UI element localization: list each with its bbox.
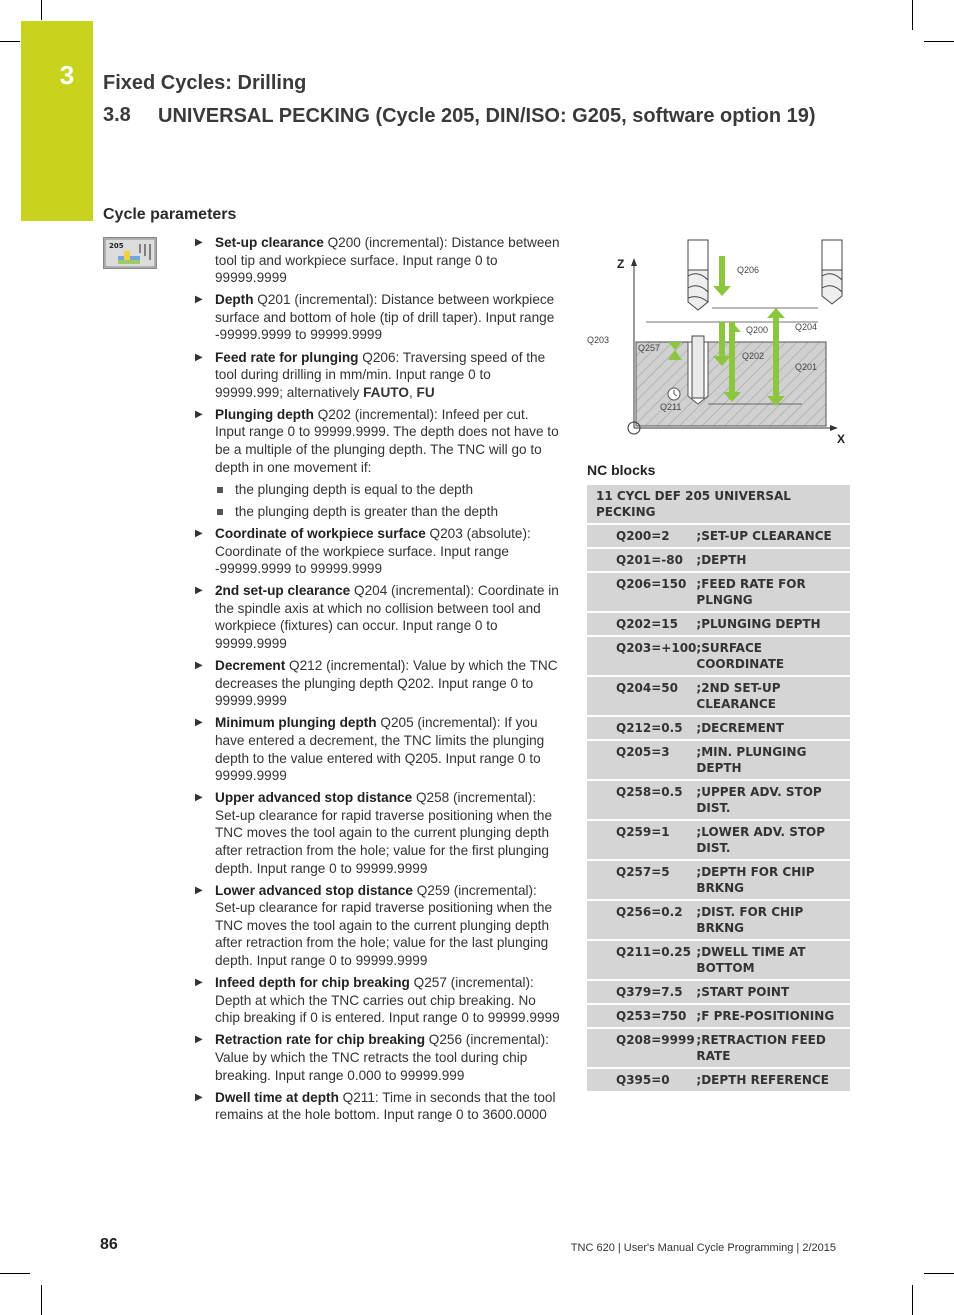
chapter-number: 3 bbox=[59, 60, 75, 90]
bullet-arrow-icon: ▶ bbox=[195, 351, 203, 363]
chapter-tab bbox=[21, 21, 93, 221]
section-number: 3.8 bbox=[103, 104, 131, 126]
chapter-title: Fixed Cycles: Drilling bbox=[103, 72, 307, 94]
param-item bbox=[195, 349, 560, 402]
bullet-arrow-icon: ▶ bbox=[195, 408, 203, 420]
nc-comment: ;DIST. FOR CHIP BRKNG bbox=[696, 900, 850, 940]
plunge-condition-list bbox=[195, 481, 560, 521]
param-item bbox=[195, 1031, 560, 1084]
param-name: Infeed depth for chip breaking bbox=[215, 975, 410, 991]
table-row bbox=[587, 740, 850, 780]
fauto-keyword: FAUTO bbox=[363, 384, 409, 400]
bullet-arrow-icon: ▶ bbox=[195, 294, 203, 306]
bullet-arrow-icon: ▶ bbox=[195, 1091, 203, 1103]
param-name: 2nd set-up clearance bbox=[215, 583, 351, 599]
nc-comment: ;SET-UP CLEARANCE bbox=[696, 524, 850, 548]
param-item bbox=[195, 974, 560, 1027]
bullet-arrow-icon: ▶ bbox=[195, 527, 203, 539]
crop-mark bbox=[924, 1273, 954, 1274]
drill-tool-icon bbox=[822, 240, 842, 304]
table-row bbox=[587, 676, 850, 716]
nc-param: Q204=50 bbox=[587, 676, 696, 716]
nc-param: Q395=0 bbox=[587, 1068, 696, 1092]
cycle-parameters-heading: Cycle parameters bbox=[103, 206, 237, 223]
nc-comment: ;DECREMENT bbox=[696, 716, 850, 740]
param-name: Decrement bbox=[215, 658, 286, 674]
square-bullet-icon bbox=[217, 487, 223, 493]
q201-label: Q201 bbox=[795, 362, 818, 372]
param-item bbox=[195, 1089, 560, 1124]
nc-comment: ;MIN. PLUNGING DEPTH bbox=[696, 740, 850, 780]
nc-comment: ;F PRE-POSITIONING bbox=[696, 1004, 850, 1028]
table-row bbox=[587, 612, 850, 636]
bullet-arrow-icon: ▶ bbox=[195, 977, 203, 989]
bullet-arrow-icon: ▶ bbox=[195, 1034, 203, 1046]
crop-mark bbox=[924, 41, 954, 42]
table-row bbox=[587, 1028, 850, 1068]
nc-blocks-heading: NC blocks bbox=[587, 462, 656, 478]
nc-comment: ;PLUNGING DEPTH bbox=[696, 612, 850, 636]
table-row bbox=[587, 636, 850, 676]
table-row bbox=[587, 860, 850, 900]
q203-label: Q203 bbox=[587, 335, 610, 345]
param-description: Q256 (incremental): Value by which the TNC retracts the tool during chip breaking. Input range 0.000 to 99999.999 bbox=[215, 1032, 549, 1083]
parameter-list bbox=[195, 234, 560, 1128]
param-item bbox=[195, 234, 560, 287]
param-name: Coordinate of workpiece surface bbox=[215, 525, 426, 541]
cycle-205-softkey-icon bbox=[103, 237, 157, 269]
table-row bbox=[587, 1068, 850, 1092]
nc-param: Q205=3 bbox=[587, 740, 696, 780]
bullet-arrow-icon: ▶ bbox=[195, 884, 203, 896]
table-row bbox=[587, 980, 850, 1004]
nc-blocks-table bbox=[587, 485, 850, 1093]
bullet-arrow-icon: ▶ bbox=[195, 660, 203, 672]
param-item bbox=[195, 882, 560, 970]
drill-tool-icon bbox=[688, 240, 708, 310]
separator: , bbox=[408, 384, 417, 400]
list-item bbox=[195, 481, 560, 499]
table-row bbox=[587, 485, 850, 524]
param-description: Q203 (absolute): Coordinate of the workpiece surface. Input range -99999.9999 to 99999.9999 bbox=[215, 525, 531, 577]
param-description: Q204 (incremental): Coordinate in the spindle axis at which no collision between tool and workpiece (fixtures) can occur. Input range 0 to 99999.9999 bbox=[215, 583, 559, 651]
param-item bbox=[195, 291, 560, 344]
footer-text: TNC 620 | User's Manual Cycle Programming | 2/2015 bbox=[570, 1242, 836, 1254]
param-item bbox=[195, 582, 560, 652]
nc-param: Q258=0.5 bbox=[587, 780, 696, 820]
crop-mark bbox=[912, 0, 913, 30]
nc-comment: ;UPPER ADV. STOP DIST. bbox=[696, 780, 850, 820]
nc-param: Q206=150 bbox=[587, 572, 696, 612]
axis-x-label: X bbox=[837, 432, 846, 446]
tool-shank bbox=[692, 336, 704, 398]
param-description: Q212 (incremental): Value by which the TNC decreases the plunging depth Q202. Input range 0 to 99999.9999 bbox=[215, 658, 558, 709]
fu-keyword: FU bbox=[416, 384, 435, 400]
param-name: Minimum plunging depth bbox=[215, 715, 377, 731]
table-row bbox=[587, 524, 850, 548]
bullet-arrow-icon: ▶ bbox=[195, 237, 203, 248]
param-description: Q205 (incremental): If you have entered a decrement, the TNC limits the plunging depth to the value entered with Q205. Input range 0 to 99999.9999 bbox=[215, 715, 545, 784]
param-item bbox=[195, 525, 560, 578]
nc-comment: ;FEED RATE FOR PLNGNG bbox=[696, 572, 850, 612]
param-item bbox=[195, 789, 560, 877]
square-bullet-icon bbox=[217, 509, 223, 515]
param-name: Set-up clearance bbox=[215, 235, 324, 250]
section-title: UNIVERSAL PECKING (Cycle 205, DIN/ISO: G205, software option 19) bbox=[158, 105, 816, 127]
table-row bbox=[587, 940, 850, 980]
nc-param: Q201=-80 bbox=[587, 548, 696, 572]
nc-comment: ;LOWER ADV. STOP DIST. bbox=[696, 820, 850, 860]
nc-param: Q257=5 bbox=[587, 860, 696, 900]
param-description: Q202 (incremental): Infeed per cut. Input range 0 to 99999.9999. The depth does not have to be a multiple of the plunging depth. The TNC will go to depth in one movement if: bbox=[215, 406, 559, 475]
nc-param: Q211=0.25 bbox=[587, 940, 696, 980]
nc-header: 11 CYCL DEF 205 UNIVERSAL PECKING bbox=[587, 485, 850, 524]
nc-comment: ;DEPTH REFERENCE bbox=[696, 1068, 850, 1092]
nc-param: Q202=15 bbox=[587, 612, 696, 636]
param-description: Q211: Time in seconds that the tool remains at the hole bottom. Input range 0 to 3600.0000 bbox=[215, 1089, 556, 1123]
bullet-arrow-icon: ▶ bbox=[195, 585, 203, 597]
list-item bbox=[195, 503, 560, 521]
bullet-arrow-icon: ▶ bbox=[195, 792, 203, 804]
crop-mark bbox=[912, 1285, 913, 1315]
param-item bbox=[195, 657, 560, 710]
nc-param: Q379=7.5 bbox=[587, 980, 696, 1004]
nc-comment: ;DEPTH bbox=[696, 548, 850, 572]
crop-mark bbox=[0, 1273, 30, 1274]
param-description: Q206: Traversing speed of the tool during drilling in mm/min. Input range 0 to 99999.999; alternatively bbox=[215, 349, 546, 400]
bullet-arrow-icon: ▶ bbox=[195, 717, 203, 729]
table-row bbox=[587, 780, 850, 820]
crop-mark bbox=[41, 0, 42, 20]
crop-mark bbox=[0, 41, 20, 42]
param-description: Q201 (incremental): Distance between workpiece surface and bottom of hole (tip of drill taper). Input range -99999.9999 to 99999.9999 bbox=[215, 292, 555, 343]
nc-param: Q200=2 bbox=[587, 524, 696, 548]
q202-label: Q202 bbox=[742, 351, 765, 361]
param-description: Q259 (incremental): Set-up clearance for rapid traverse positioning when the TNC moves the tool again to the current plunging depth after retraction from the hole; value for the last plunging depth. Input range 0 to 99999.9999 bbox=[215, 882, 553, 969]
table-row bbox=[587, 716, 850, 740]
param-description: Q257 (incremental): Depth at which the TNC carries out chip breaking. No chip breaking if 0 is entered. Input range 0 to 99999.9999 bbox=[215, 975, 560, 1026]
param-name: Dwell time at depth bbox=[215, 1089, 339, 1105]
nc-comment: ;RETRACTION FEED RATE bbox=[696, 1028, 850, 1068]
condition-text: the plunging depth is equal to the depth bbox=[235, 481, 474, 497]
crop-mark bbox=[41, 1285, 42, 1315]
nc-comment: ;START POINT bbox=[696, 980, 850, 1004]
param-name: Upper advanced stop distance bbox=[215, 790, 413, 806]
q206-label: Q206 bbox=[737, 265, 760, 275]
nc-param: Q212=0.5 bbox=[587, 716, 696, 740]
param-name: Plunging depth bbox=[215, 406, 314, 422]
param-name: Feed rate for plunging bbox=[215, 349, 359, 365]
table-row bbox=[587, 820, 850, 860]
nc-comment: ;SURFACE COORDINATE bbox=[696, 636, 850, 676]
nc-param: Q208=9999 bbox=[587, 1028, 696, 1068]
nc-param: Q259=1 bbox=[587, 820, 696, 860]
table-row bbox=[587, 548, 850, 572]
param-name: Retraction rate for chip breaking bbox=[215, 1032, 425, 1048]
param-description: Q200 (incremental): Distance between tool tip and workpiece surface. Input range 0 to 99999.9999 bbox=[215, 235, 560, 286]
param-item bbox=[195, 714, 560, 784]
nc-comment: ;DWELL TIME AT BOTTOM bbox=[696, 940, 850, 980]
table-row bbox=[587, 1004, 850, 1028]
nc-param: Q253=750 bbox=[587, 1004, 696, 1028]
q257-label: Q257 bbox=[638, 343, 661, 353]
param-description: Q258 (incremental): Set-up clearance for rapid traverse positioning when the TNC moves the tool again to the current plunging depth after retraction from the hole; value for the first plunging depth. Input range 0 to 99999.9999 bbox=[215, 790, 553, 876]
nc-param: Q256=0.2 bbox=[587, 900, 696, 940]
nc-comment: ;2ND SET-UP CLEARANCE bbox=[696, 676, 850, 716]
softkey-label: 205 bbox=[109, 242, 124, 250]
param-item bbox=[195, 406, 560, 476]
q211-label: Q211 bbox=[660, 402, 682, 412]
axis-z-label: Z bbox=[617, 257, 625, 271]
nc-comment: ;DEPTH FOR CHIP BRKNG bbox=[696, 860, 850, 900]
table-row bbox=[587, 572, 850, 612]
q204-label: Q204 bbox=[795, 322, 818, 332]
param-name: Lower advanced stop distance bbox=[215, 882, 413, 898]
nc-param: Q203=+100 bbox=[587, 636, 696, 676]
param-name: Depth bbox=[215, 292, 254, 308]
table-row bbox=[587, 900, 850, 940]
cycle-205-diagram bbox=[586, 236, 851, 446]
q200-label: Q200 bbox=[746, 325, 769, 335]
page-number: 86 bbox=[100, 1236, 118, 1253]
condition-text: the plunging depth is greater than the depth bbox=[235, 503, 499, 519]
